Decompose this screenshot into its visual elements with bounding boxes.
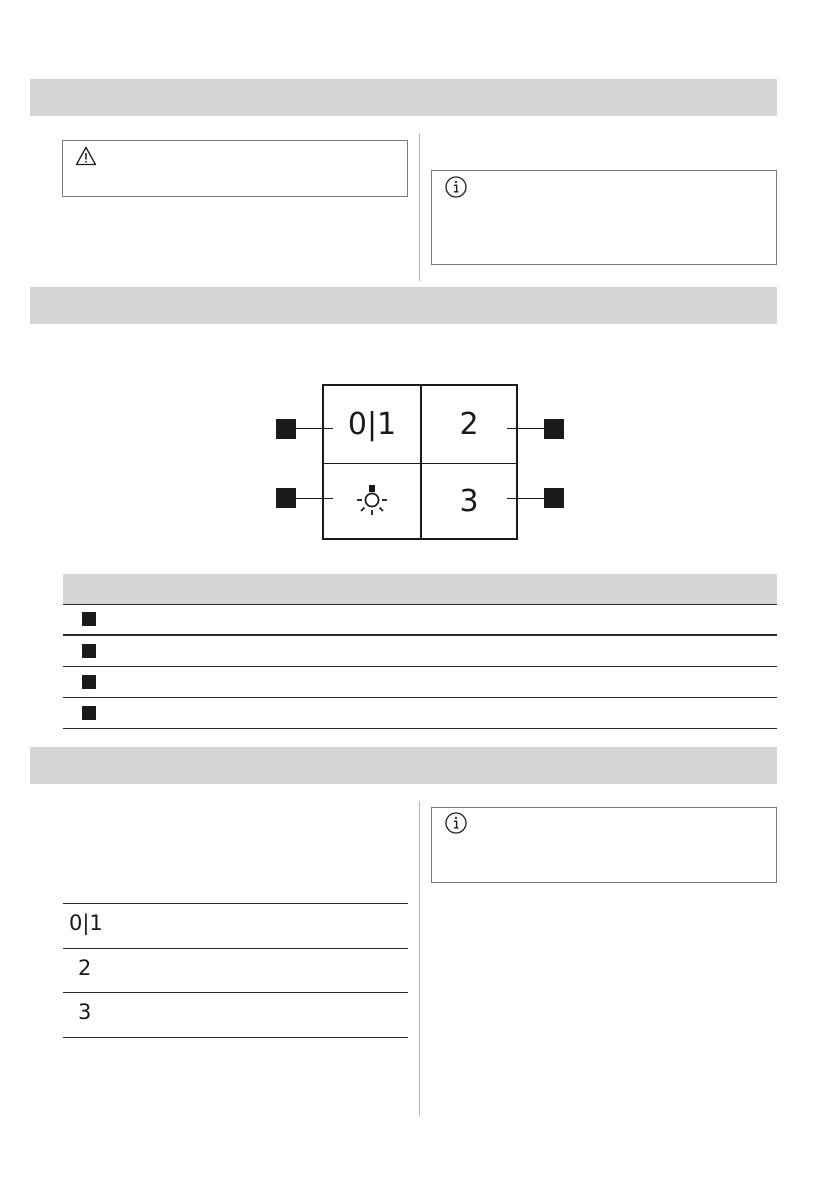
legend-table-rule-5 [63,728,777,729]
speed-table-rule-4 [63,1037,408,1038]
callout-marker-speed-3 [544,488,564,508]
speed-3-button[interactable]: 3 [459,483,479,519]
control-panel-diagram [322,384,518,540]
speed-2-button[interactable]: 2 [459,407,479,442]
legend-marker-2 [82,644,96,658]
callout-line-power [296,428,333,429]
speed-table-rule-2 [63,948,408,949]
callout-line-speed-3 [507,498,544,499]
info-circle-icon [444,175,468,199]
light-button[interactable] [324,464,420,538]
power-button[interactable]: 0|1 [347,407,397,442]
callout-marker-speed-2 [544,419,564,439]
section-header-band-2 [30,287,777,324]
section-header-band-1 [30,79,777,116]
info-box-1 [431,170,777,265]
legend-marker-3 [82,675,96,689]
legend-table-rule-2 [63,634,777,636]
warning-triangle-icon [75,146,97,166]
legend-marker-1 [82,612,96,626]
legend-marker-4 [82,706,96,720]
light-bulb-icon [355,484,389,518]
speed-table-rule-1 [63,903,408,904]
info-box-2 [431,807,777,883]
callout-line-speed-2 [507,428,544,429]
warning-box [62,140,408,197]
legend-table-rule-1 [63,604,777,605]
speed-symbol-2: 2 [78,956,92,980]
section-header-band-3 [30,747,777,784]
callout-line-light [296,498,333,499]
speed-table-rule-3 [63,992,408,993]
column-divider-1 [419,133,420,281]
speed-symbol-3: 3 [78,1000,92,1024]
callout-marker-power [276,419,296,439]
column-divider-2 [419,801,420,1116]
legend-table-rule-3 [63,666,777,667]
callout-marker-light [276,488,296,508]
legend-table-header [63,574,777,604]
info-circle-icon [444,811,468,835]
speed-symbol-power: 0|1 [69,911,103,935]
legend-table-rule-4 [63,697,777,698]
